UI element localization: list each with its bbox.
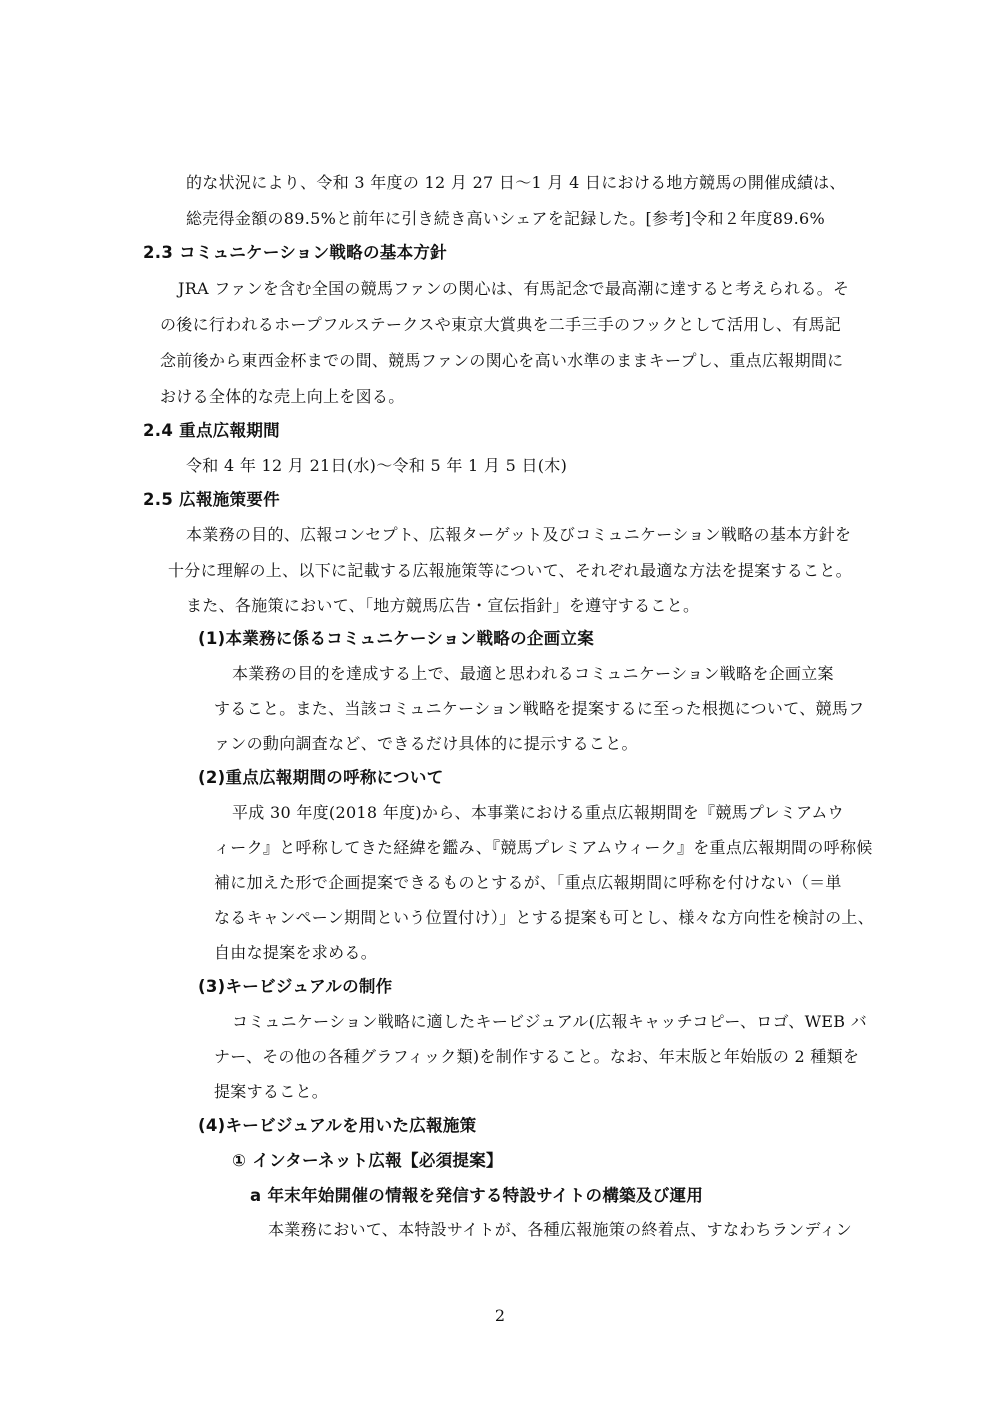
item-4-sub-1a-line: 本業務において、本特設サイトが、各種広報施策の終着点、すなわちランディン <box>268 1220 853 1239</box>
item-2-line-2: ィーク』と呼称してきた経緯を鑑み、『競馬プレミアムウィーク』を重点広報期間の呼称候 <box>214 838 873 857</box>
section-2-3-line-4: おける全体的な売上向上を図る。 <box>160 387 405 406</box>
continuation-line-2: 総売得金額の89.5%と前年に引き続き高いシェアを記録した。[参考]令和２年度89.6% <box>186 209 826 228</box>
section-2-5-line-3: また、各施策において、「地方競馬広告・宣伝指針」を遵守すること。 <box>186 596 700 615</box>
section-2-4-period: 令和 4 年 12 月 21日(水)～令和 5 年 1 月 5 日(木) <box>186 456 568 475</box>
item-2-line-4: なるキャンペーン期間という位置付け）」とする提案も可とし、様々な方向性を検討の上、 <box>214 908 874 927</box>
item-4-sub-1-heading: ① インターネット広報【必須提案】 <box>232 1151 503 1170</box>
item-3-heading: (3)キービジュアルの制作 <box>198 977 393 996</box>
section-2-5-heading: 2.5 広報施策要件 <box>143 490 280 509</box>
item-1-line-3: ァンの動向調査など、できるだけ具体的に提示すること。 <box>214 734 638 753</box>
section-2-3-line-3: 念前後から東西金杯までの間、競馬ファンの関心を高い水準のままキープし、重点広報期間に <box>160 351 844 370</box>
section-2-3-line-1: JRA ファンを含む全国の競馬ファンの関心は、有馬記念で最高潮に達すると考えられる。そ <box>178 279 850 298</box>
page-number: 2 <box>494 1306 506 1325</box>
section-2-5-line-2: 十分に理解の上、以下に記載する広報施策等について、それぞれ最適な方法を提案すること。 <box>168 561 852 580</box>
item-2-line-1: 平成 30 年度(2018 年度)から、本事業における重点広報期間を『競馬プレミアムウ <box>232 803 844 822</box>
item-2-line-5: 自由な提案を求める。 <box>214 943 378 962</box>
section-2-4-heading: 2.4 重点広報期間 <box>143 421 280 440</box>
continuation-line-1: 的な状況により、令和 3 年度の 12 月 27 日～1 月 4 日における地方競馬の開催成績は、 <box>186 173 846 192</box>
item-3-line-3: 提案すること。 <box>214 1082 329 1101</box>
item-3-line-2: ナー、その他の各種グラフィック類)を制作すること。なお、年末版と年始版の 2 種類を <box>214 1047 860 1066</box>
item-1-line-1: 本業務の目的を達成する上で、最適と思われるコミュニケーション戦略を企画立案 <box>232 664 834 683</box>
item-1-line-2: すること。また、当該コミュニケーション戦略を提案するに至った根拠について、競馬フ <box>214 699 865 718</box>
item-3-line-1: コミュニケーション戦略に適したキービジュアル(広報キャッチコピー、ロゴ、WEB バ <box>232 1012 868 1031</box>
section-2-3-line-2: の後に行われるホープフルステークスや東京大賞典を二手三手のフックとして活用し、有馬記 <box>160 315 842 334</box>
section-2-5-line-1: 本業務の目的、広報コンセプト、広報ターゲット及びコミュニケーション戦略の基本方針を <box>186 525 852 544</box>
item-4-heading: (4)キービジュアルを用いた広報施策 <box>198 1116 477 1135</box>
item-4-sub-1a-heading: a 年末年始開催の情報を発信する特設サイトの構築及び運用 <box>250 1186 704 1205</box>
item-2-heading: (2)重点広報期間の呼称について <box>198 768 444 787</box>
section-2-3-heading: 2.3 コミュニケーション戦略の基本方針 <box>143 243 447 262</box>
item-1-heading: (1)本業務に係るコミュニケーション戦略の企画立案 <box>198 629 595 648</box>
item-2-line-3: 補に加えた形で企画提案できるものとするが、「重点広報期間に呼称を付けない（＝単 <box>214 873 842 892</box>
